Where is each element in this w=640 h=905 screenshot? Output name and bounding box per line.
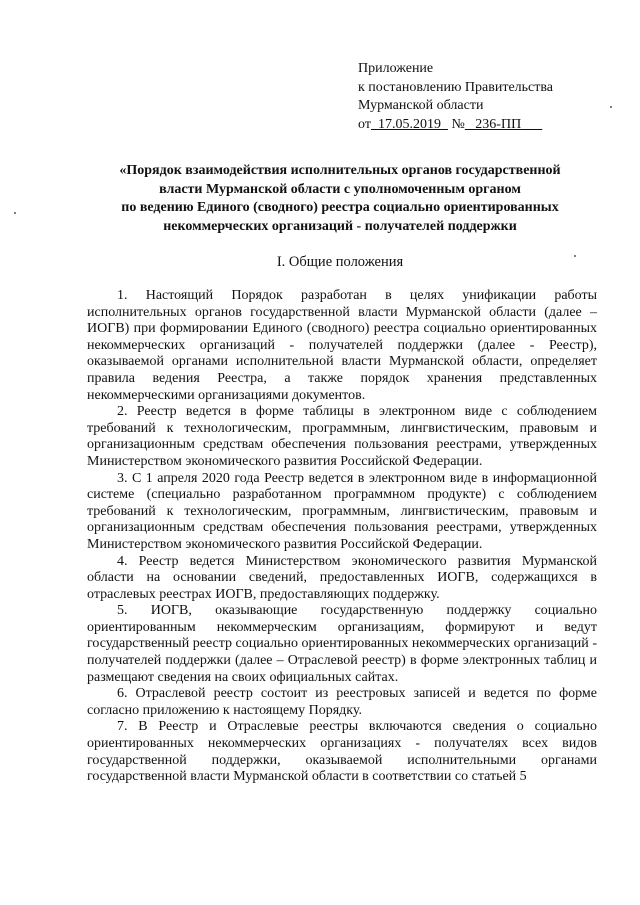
decree-date: 17.05.2019: [377, 116, 441, 132]
section-heading: I. Общие положения: [276, 254, 404, 270]
paragraph-6: 6. Отраслевой реестр состоит из реестровых записей и ведется по форме согласно приложению к настоящему Порядку.: [87, 686, 597, 718]
appendix-title: Приложение: [358, 61, 434, 76]
paragraph-4: 4. Реестр ведется Министерством экономического развития Мурманской области на основании сведений, предоставленных ИОГВ, содержащихся в отраслевых реестрах ИОГВ, предоставляющих поддержку.: [87, 553, 597, 602]
scan-speck: [610, 106, 612, 108]
number-label: №: [451, 116, 465, 132]
paragraph-1: 1. Настоящий Порядок разработан в целях унификации работы исполнительных органов государственной власти Мурманской области (далее – ИОГВ) при формировании Единого (сводного) реестра социально ориентированных некоммерческих организаций - получателей поддержки (далее - Реестр), оказываемой органами исполнительной власти Мурманской области, определяет правила ведения Реестра, а также порядок хранения представленных некоммерческими организациями документов.: [87, 288, 597, 403]
paragraph-5: 5. ИОГВ, оказывающие государственную поддержку социально ориентированным некоммерческим организациям, формируют и ведут государственный реестр социально ориентированных некоммерческих организаций - получателей поддержки (далее – Отраслевой реестр) в форме электронных таблиц и размещают сведения на своих официальных сайтах.: [87, 603, 597, 685]
appendix-date-line: [358, 116, 553, 135]
title-line: по ведению Единого (сводного) реестра социально ориентированных: [121, 200, 559, 215]
title-line: «Порядок взаимодействия исполнительных органов государственной: [119, 163, 561, 178]
ot-label: от: [358, 116, 371, 132]
document-body: [87, 288, 597, 786]
appendix-region-line: Мурманской области: [358, 98, 484, 113]
appendix-block: [358, 60, 553, 134]
document-title: [80, 162, 600, 236]
decree-number: 236-ПП: [475, 116, 522, 132]
scan-speck: [574, 255, 576, 257]
appendix-decree-line: к постановлению Правительства: [358, 79, 554, 95]
scan-speck: [14, 212, 16, 214]
paragraph-2: 2. Реестр ведется в форме таблицы в электронном виде с соблюдением требований к технологическим, программным, лингвистическим, правовым и организационным средствам обеспечения пользования реестрами, утвержденных Министерством экономического развития Российской Федерации.: [87, 404, 597, 469]
title-line: власти Мурманской области с уполномоченным органом: [159, 181, 521, 197]
title-line: некоммерческих организаций - получателей поддержки: [163, 218, 517, 234]
paragraph-3: 3. С 1 апреля 2020 года Реестр ведется в электронном виде в информационной системе (специально разработанном программном продукте) с соблюдением требований к технологическим, программным, лингвистическим, правовым и организационным средствам обеспечения пользования реестрами, утвержденных Министерством экономического развития Российской Федерации.: [87, 470, 597, 552]
paragraph-7: 7. В Реестр и Отраслевые реестры включаются сведения о социально ориентированных некоммерческих организациях - получателях всех видов государственной поддержки, оказываемой исполнительными органами государственной власти Мурманской области в соответствии со статьей 5: [87, 719, 597, 785]
